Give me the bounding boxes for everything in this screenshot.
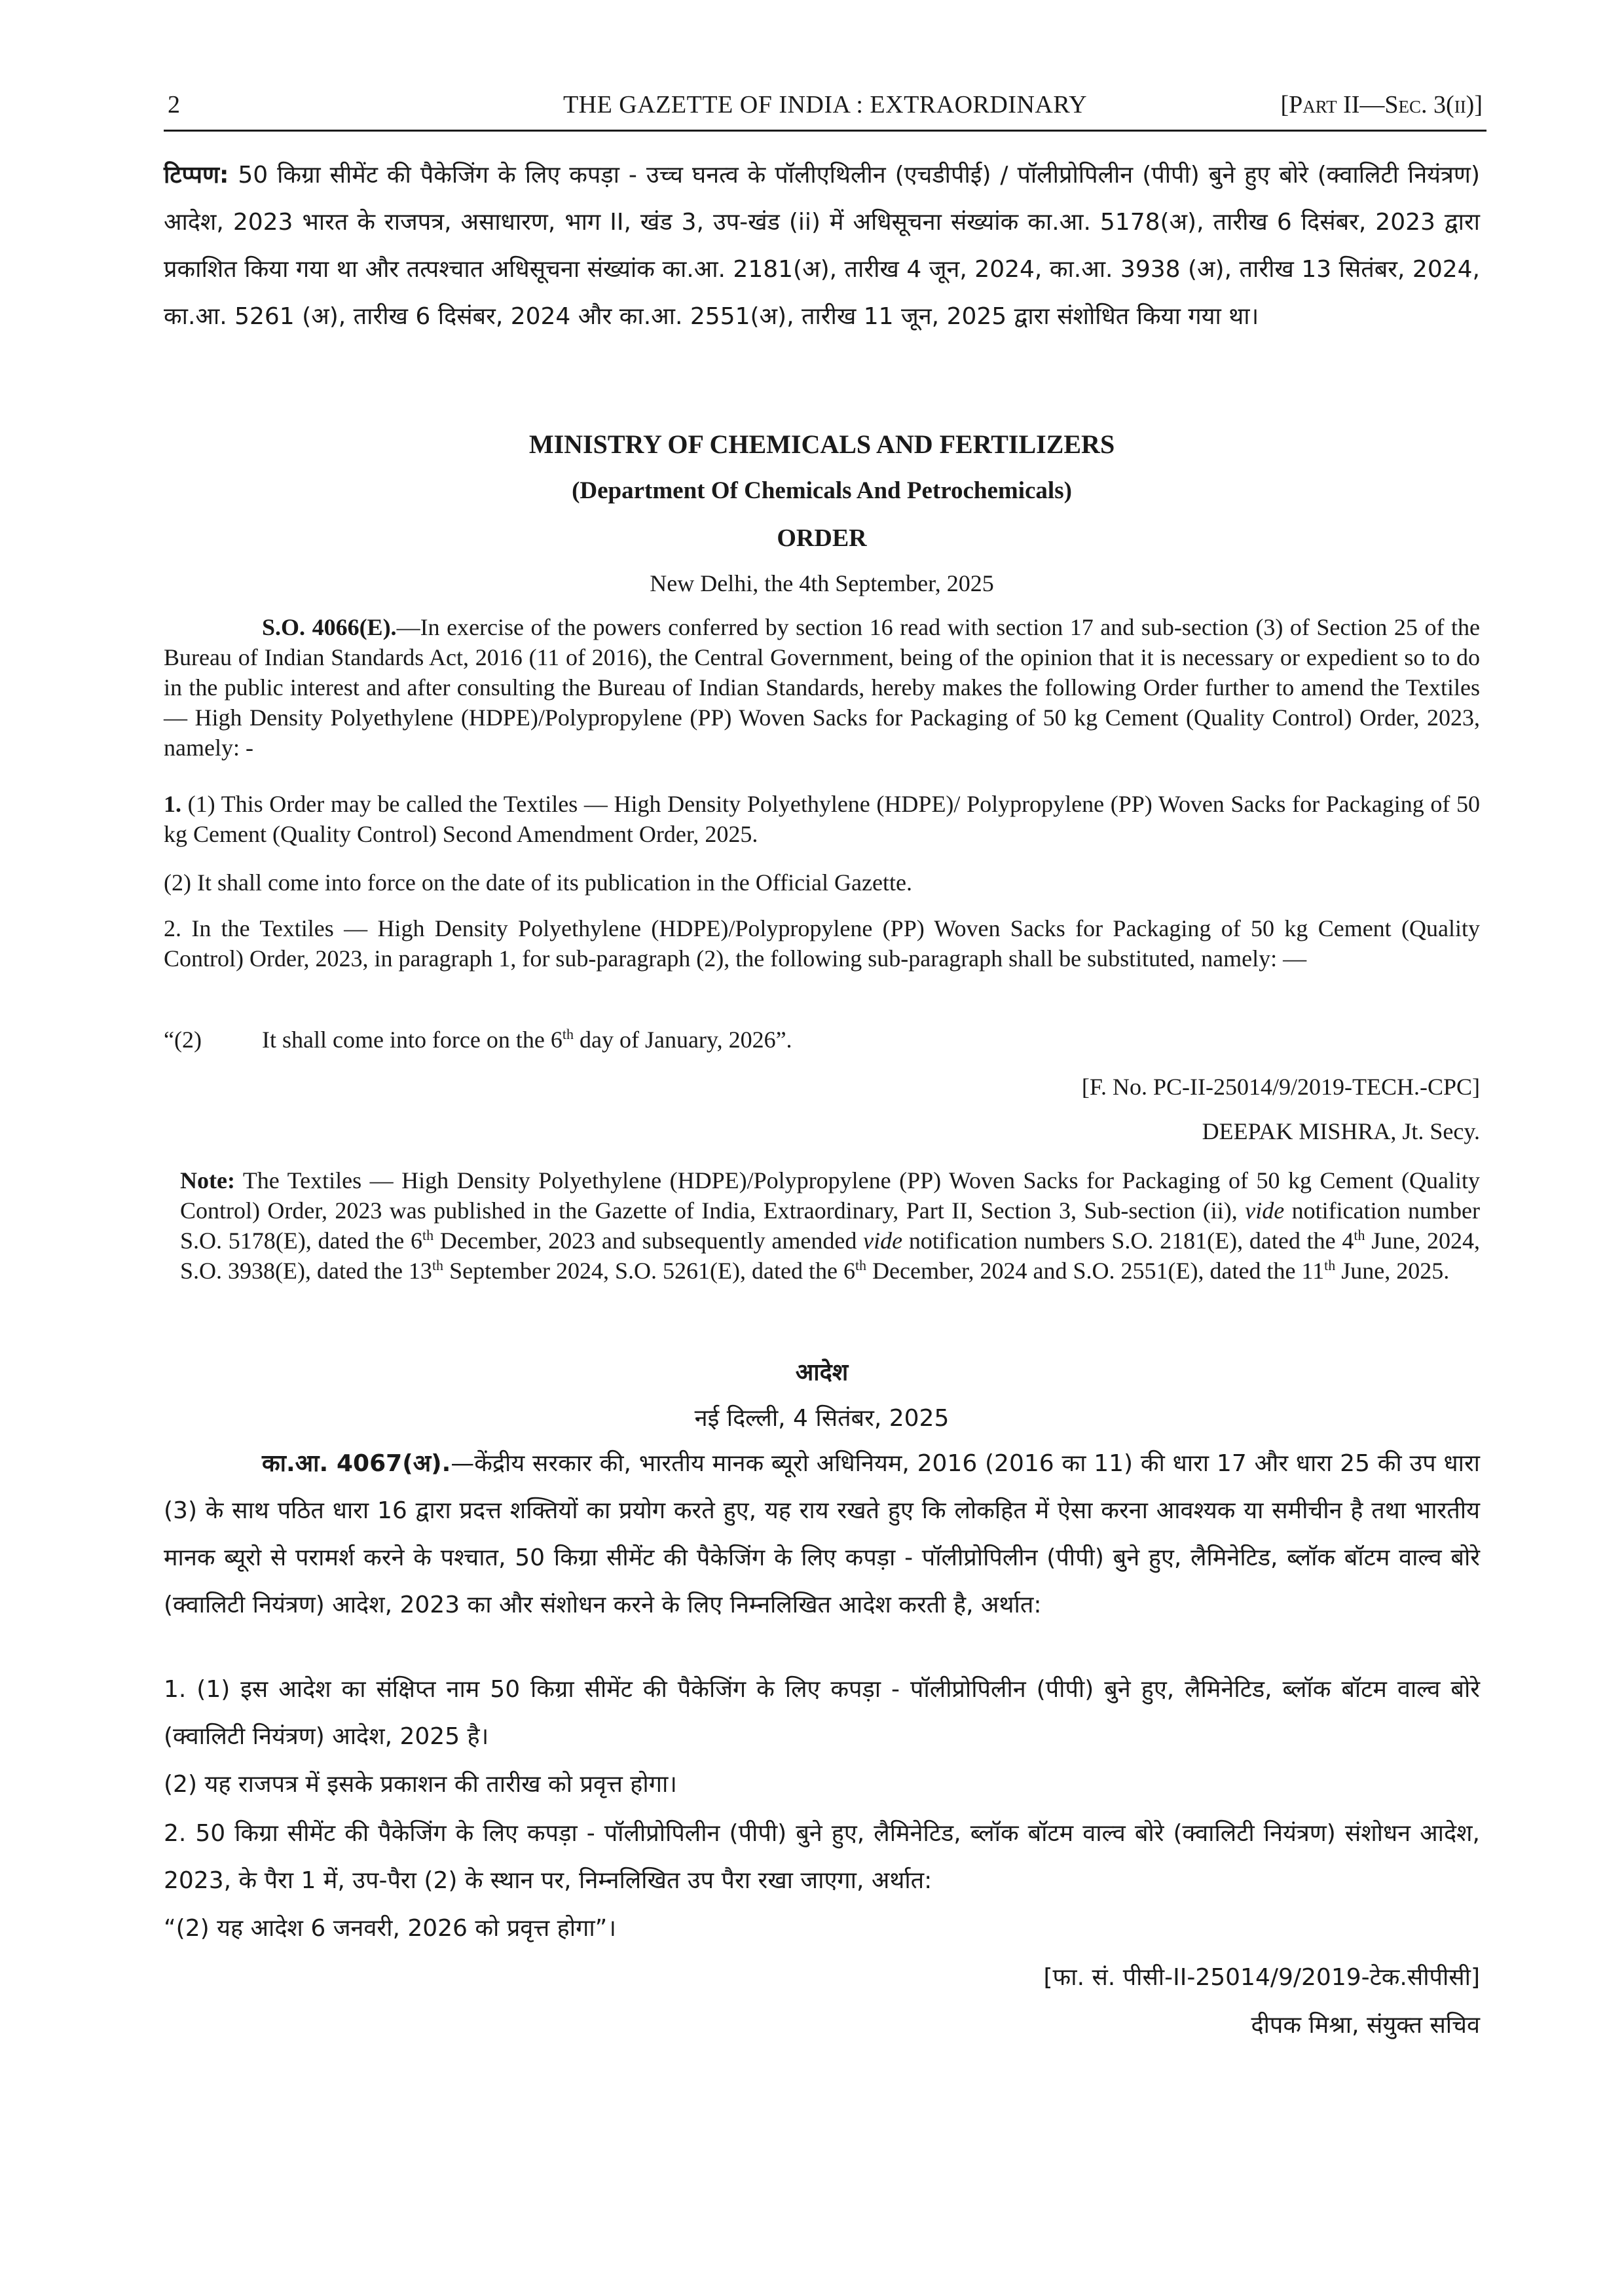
so-paragraph [164, 612, 1480, 763]
substituted-quote: “(2) It shall come into force on the 6th day of January, 2026”. [164, 1026, 792, 1053]
hindi-signatory: दीपक मिश्रा, संयुक्त सचिव [1251, 2012, 1480, 2039]
note-label: Note: [180, 1167, 235, 1194]
department-heading: (Department Of Chemicals And Petrochemicals) [572, 477, 1072, 504]
signatory: DEEPAK MISHRA, Jt. Secy. [1202, 1118, 1480, 1144]
hindi-quote: “(2) यह आदेश 6 जनवरी, 2026 को प्रवृत्त होगा”। [164, 1915, 616, 1942]
order-heading: ORDER [777, 524, 867, 552]
para-1-2: (2) It shall come into force on the date of its publication in the Official Gazette. [164, 869, 912, 896]
hindi-para-2: 2. 50 किग्रा सीमेंट की पैकेजिंग के लिए कपड़ा - पॉलीप्रोपिलीन (पीपी) बुने हुए, लैमिनेटिड, ब्लॉक बॉटम वाल्व बोरे (क्वालिटी नियंत्रण) संशोधन आदेश, 2023, के पैरा 1 में, उप-पैरा (2) के स्थान पर, निम्नलिखित उप पैरा रखा जाएगा, अर्थात: [164, 1820, 1480, 1894]
so-text: —In exercise of the powers conferred by section 16 read with section 17 and sub-section (3) of Section 25 of the Bureau of Indian Standards Act, 2016 (11 of 2016), the Central Government, being of the opinion that it is necessary or expedient so to do in the public interest and after consulting the Bureau of Indian Standards, hereby makes the following Order further to amend the Textiles — High Density Polyethylene (HDPE)/Polypropylene (PP) Woven Sacks for Packaging of 50 kg Cement (Quality Control) Order, 2023, namely: - [164, 614, 1480, 761]
page-number: 2 [168, 91, 180, 118]
hindi-so-number: का.आ. 4067(अ). [262, 1450, 451, 1477]
para-1: 1. (1) This Order may be called the Textiles — High Density Polyethylene (HDPE)/ Polypropylene (PP) Woven Sacks for Packaging of 50 kg Cement (Quality Control) Second Amendment Order, 2025. [164, 791, 1480, 847]
part-section: [Part II—Sec. 3(ii)] [1280, 91, 1483, 118]
page-header [164, 90, 1486, 132]
para-2: 2. In the Textiles — High Density Polyethylene (HDPE)/Polypropylene (PP) Woven Sacks for Packaging of 50 kg Cement (Quality Control) Order, 2023, in paragraph 1, for sub-paragraph (2), the following sub-paragraph shall be substituted, namely: — [164, 915, 1480, 972]
hindi-so-paragraph: का.आ. 4067(अ).—केंद्रीय सरकार की, भारतीय मानक ब्यूरो अधिनियम, 2016 (2016 का 11) की धारा 17 और धारा 25 की उप धारा (3) के साथ पठित धारा 16 द्वारा प्रदत्त शक्तियों का प्रयोग करते हुए, यह राय रखते हुए कि लोकहित में ऐसा करना आवश्यक या समीचीन है तथा भारतीय मानक ब्यूरो से परामर्श करने के पश्चात, 50 किग्रा सीमेंट की पैकेजिंग के लिए कपड़ा - पॉलीप्रोपिलीन (पीपी) बुने हुए, लैमिनेटिड, ब्लॉक बॉटम वाल्व बोरे (क्वालिटी नियंत्रण) आदेश, 2023 का और संशोधन करने के लिए निम्नलिखित आदेश करती है, अर्थात: [164, 1450, 1480, 1618]
so-number: S.O. 4066(E). [262, 614, 397, 640]
hindi-note-text: 50 किग्रा सीमेंट की पैकेजिंग के लिए कपड़ा - उच्च घनत्व के पॉलीएथिलीन (एचडीपीई) / पॉलीप्रोपिलीन (पीपी) बुने हुए बोरे (क्वालिटी नियंत्रण) आदेश, 2023 भारत के राजपत्र, असाधारण, भाग II, खंड 3, उप-खंड (ii) में अधिसूचना संख्यांक का.आ. 5178(अ), तारीख 6 दिसंबर, 2023 द्वारा प्रकाशित किया गया था और तत्पश्चात अधिसूचना संख्यांक का.आ. 2181(अ), तारीख 4 जून, 2024, का.आ. 3938 (अ), तारीख 13 सितंबर, 2024, का.आ. 5261 (अ), तारीख 6 दिसंबर, 2024 और का.आ. 2551(अ), तारीख 11 जून, 2025 द्वारा संशोधित किया गया था। [164, 162, 1481, 330]
ministry-heading: MINISTRY OF CHEMICALS AND FERTILIZERS [528, 429, 1115, 459]
hindi-para-1: 1. (1) इस आदेश का संक्षिप्त नाम 50 किग्रा सीमेंट की पैकेजिंग के लिए कपड़ा - पॉलीप्रोपिलीन (पीपी) बुने हुए, लैमिनेटिड, ब्लॉक बॉटम वाल्व बोरे (क्वालिटी नियंत्रण) आदेश, 2025 है। [164, 1676, 1480, 1750]
hindi-note [164, 152, 1480, 340]
hindi-para-1-2: (2) यह राजपत्र में इसके प्रकाशन की तारीख को प्रवृत्त होगा। [164, 1771, 677, 1798]
hindi-order-heading: आदेश [795, 1359, 849, 1386]
file-number: [F. No. PC-II-25014/9/2019-TECH.-CPC] [1081, 1074, 1480, 1100]
hindi-note-label: टिप्पण: [164, 162, 229, 189]
hindi-place-date: नई दिल्ली, 4 सितंबर, 2025 [694, 1405, 950, 1432]
note-paragraph: Note: The Textiles — High Density Polyethylene (HDPE)/Polypropylene (PP) Woven Sacks for Packaging of 50 kg Cement (Quality Control) Order, 2023 was published in the Gazette of India, Extraordinary, Part II, Section 3, Sub-section (ii), vide notification number S.O. 5178(E), dated the 6th December, 2023 and subsequently amended vide notification numbers S.O. 2181(E), dated the 4th June, 2024, S.O. 3938(E), dated the 13th September 2024, S.O. 5261(E), dated the 6th December, 2024 and S.O. 2551(E), dated the 11th June, 2025. [180, 1167, 1480, 1284]
gazette-title: THE GAZETTE OF INDIA : EXTRAORDINARY [563, 91, 1088, 118]
place-date: New Delhi, the 4th September, 2025 [650, 570, 994, 596]
hindi-file-number: [फा. सं. पीसी-II-25014/9/2019-टेक.सीपीसी] [1043, 1964, 1480, 1991]
